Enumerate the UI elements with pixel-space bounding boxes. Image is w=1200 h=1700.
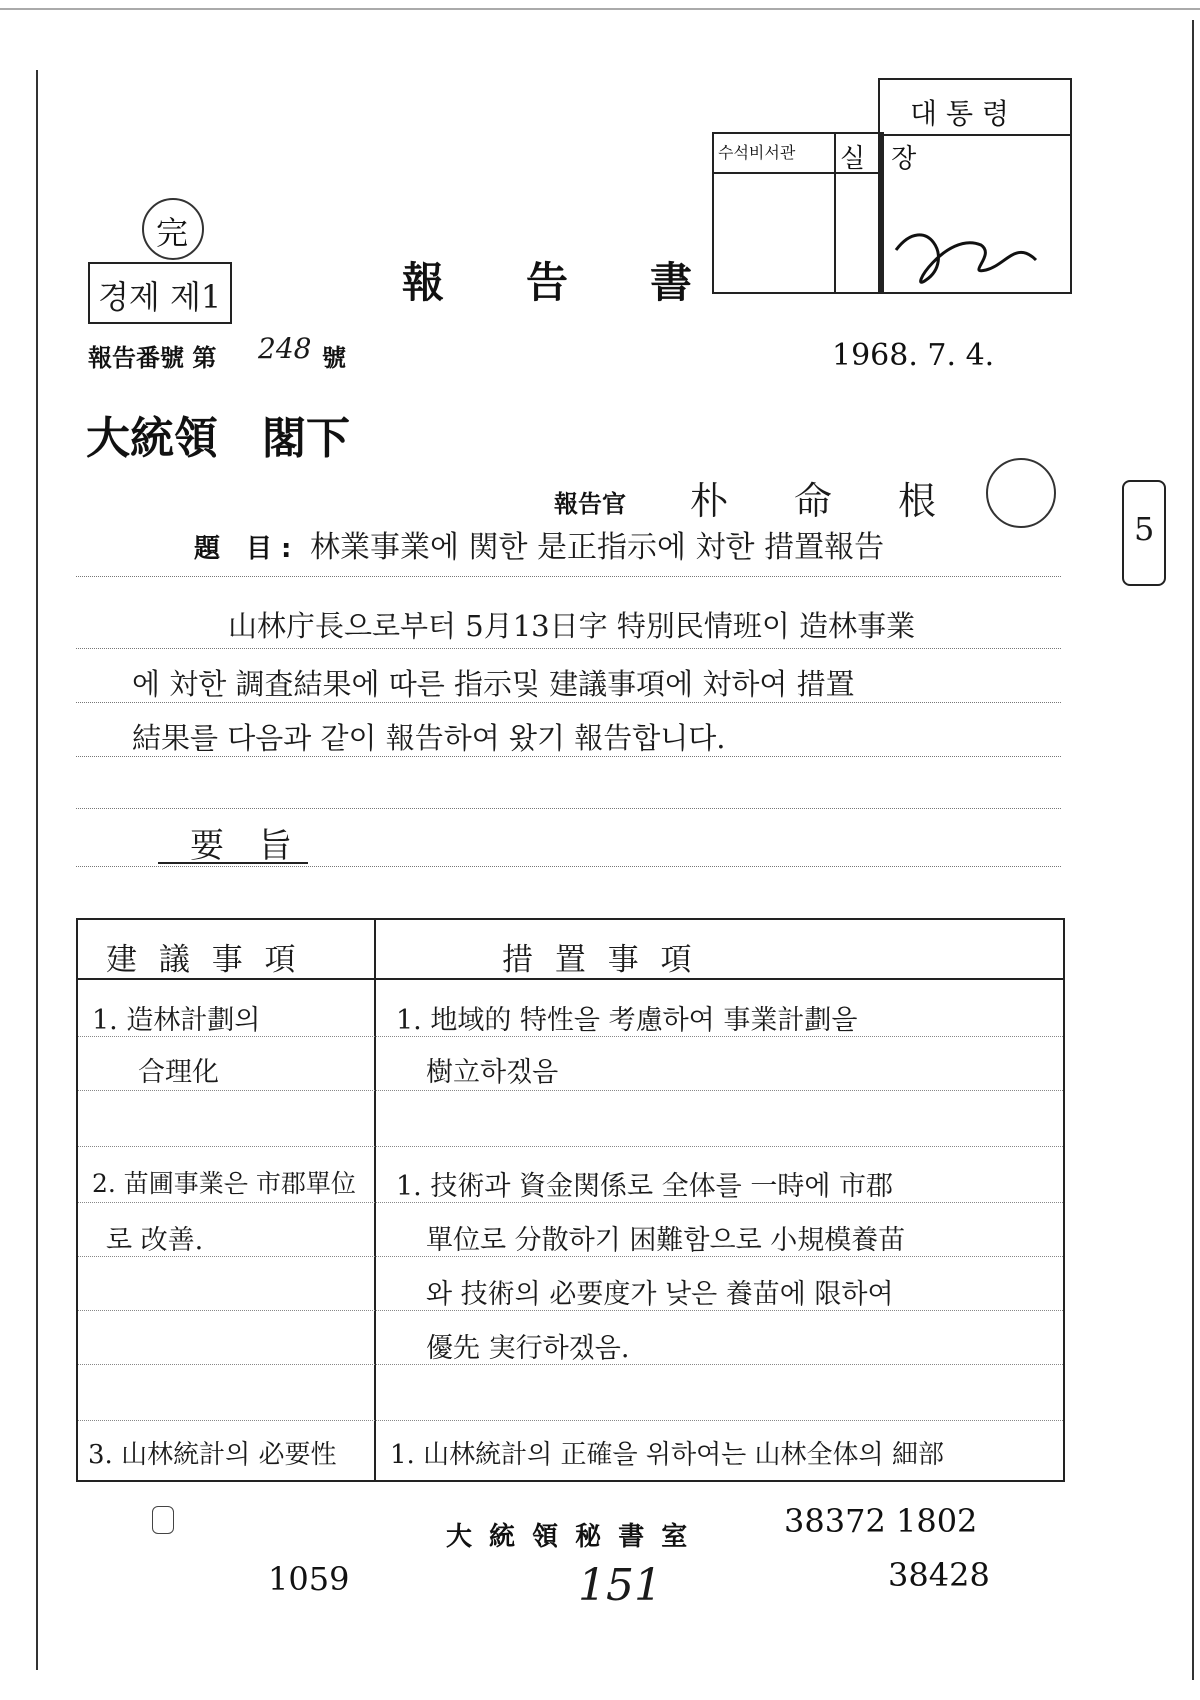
row2-right-line1: 1. 技術과 資金関係로 全体를 一時에 市郡	[396, 1171, 894, 1202]
row2-left-line1: 2. 苗圃事業은 市郡單位	[92, 1169, 356, 1198]
row2-rule-4	[78, 1364, 1063, 1365]
complete-seal-char: 完	[156, 214, 189, 252]
summary-heading-underline	[158, 862, 308, 864]
page-tab	[1122, 480, 1166, 586]
row2-right-line2: 單位로 分散하기 困難함으로 小規模養苗	[426, 1225, 906, 1256]
footer-left-mark	[152, 1506, 174, 1534]
reporter-seal-stamp	[986, 458, 1056, 528]
row2-rule-1	[78, 1202, 1063, 1203]
row3-left-line1: 3. 山林統計의 必要性	[88, 1440, 337, 1470]
page-title: 報 告 書	[402, 258, 713, 307]
row2-rule-3	[78, 1310, 1063, 1311]
body-line-3: 結果를 다음과 같이 報告하여 왔기 報告합니다.	[132, 721, 726, 755]
row1-left-line1: 1. 造林計劃의	[92, 1005, 261, 1036]
approval-president-label: 대 통 령	[910, 97, 1009, 130]
row1-left-line2: 合理化	[138, 1057, 219, 1088]
approval-chief-box	[832, 132, 882, 294]
table-column-divider	[374, 920, 376, 1480]
addressee: 大統領 閣下	[86, 413, 350, 464]
report-number-suffix: 號	[322, 344, 346, 372]
footer-right-number-1: 38372 1802	[784, 1502, 978, 1540]
reporter-label: 報告官	[554, 490, 626, 518]
body-line-2: 에 対한 調査結果에 따른 指示및 建議事項에 対하여 措置	[132, 667, 855, 701]
complete-seal-stamp	[142, 198, 204, 260]
footer-mid-number: 151	[578, 1560, 662, 1611]
report-date: 1968. 7. 4.	[832, 338, 995, 373]
row1-rule-1	[78, 1036, 1063, 1037]
row2-right-line3: 와 技術의 必要度가 낮은 養苗에 限하여	[426, 1279, 894, 1310]
reporter-name: 朴 命 根	[690, 479, 951, 523]
row1-right-line1: 1. 地域的 特性을 考慮하여 事業計劃을	[396, 1005, 858, 1036]
row1-rule-2	[78, 1090, 1063, 1091]
body-rule-3	[76, 756, 1061, 757]
approval-box-president	[878, 78, 1072, 294]
row2-rule-5	[78, 1420, 1063, 1421]
subject-underline	[76, 576, 1061, 577]
row1-right-line2: 樹立하겠음	[426, 1057, 559, 1088]
signature-icon	[886, 270, 1066, 340]
table-header-rule	[78, 978, 1063, 980]
table-header-left: 建 議 事 項	[106, 942, 302, 978]
measures-table	[76, 918, 1065, 1482]
top-edge	[0, 8, 1200, 10]
approval-secretary-label: 수석비서관	[718, 143, 796, 162]
subject-label: 題 目 :	[194, 534, 292, 564]
report-number-value: 248	[258, 332, 312, 365]
footer-left-number: 1059	[268, 1560, 350, 1598]
body-rule-1	[76, 648, 1061, 649]
subject-text: 林業事業에 関한 是正指示에 対한 措置報告	[310, 530, 885, 565]
approval-president-header	[880, 134, 1070, 136]
row2-right-line4: 優先 実行하겠음.	[426, 1333, 630, 1364]
right-margin-line	[1192, 20, 1194, 1680]
body-rule-4	[76, 808, 1061, 809]
summary-heading: 要 旨	[190, 826, 292, 866]
row1-rule-3	[78, 1146, 1063, 1147]
dept-box	[88, 262, 232, 324]
page-tab-number: 5	[1134, 510, 1155, 548]
report-number-label: 報告番號 第	[88, 344, 217, 372]
body-rule-2	[76, 702, 1061, 703]
row3-right-line1: 1. 山林統計의 正確을 위하여는 山林全体의 細部	[390, 1440, 944, 1470]
table-header-right: 措 置 事 項	[502, 942, 698, 978]
approval-chief-label: 실 장	[840, 144, 917, 174]
footer-right-number-2: 38428	[888, 1556, 990, 1594]
row2-left-line2: 로 改善.	[106, 1225, 204, 1256]
row2-rule-2	[78, 1256, 1063, 1257]
left-margin-line	[36, 70, 38, 1670]
footer-office: 大 統 領 秘 書 室	[446, 1522, 692, 1552]
body-line-1: 山林庁長으로부터 5月13日字 特別民情班이 造林事業	[228, 609, 916, 643]
dept-box-text: 경제 제1	[98, 278, 222, 316]
